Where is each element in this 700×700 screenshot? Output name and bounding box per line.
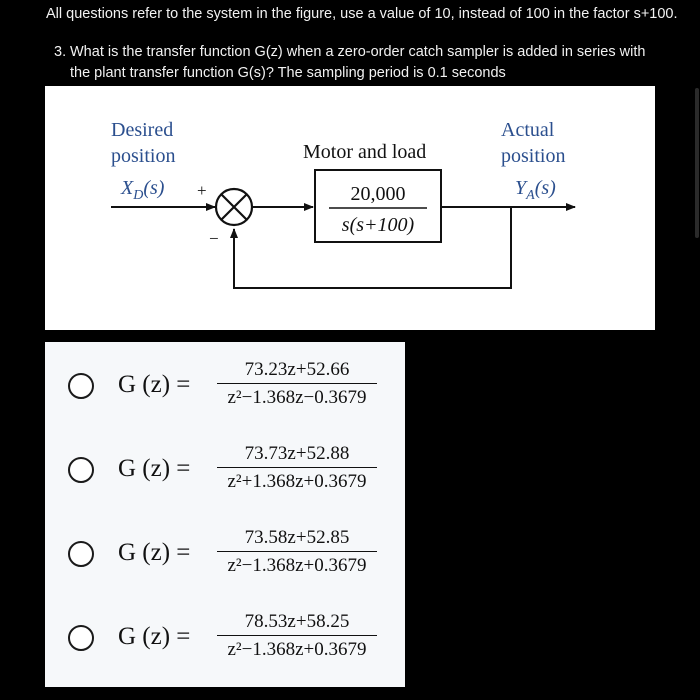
question-3 [54,42,664,84]
input-label-position: position [111,145,176,167]
option-lhs: G (z) = [118,623,191,650]
answer-option-3[interactable] [45,512,405,592]
option-denominator: z²−1.368z+0.3679 [227,555,367,577]
answer-option-1[interactable] [45,344,405,424]
output-label-actual: Actual [501,119,555,141]
block-title: Motor and load [303,141,427,163]
radio-button-2[interactable] [68,457,94,483]
option-denominator: z²−1.368z−0.3679 [227,387,367,409]
page-scrollbar[interactable] [695,88,699,238]
fraction-bar [217,635,377,636]
summing-junction [216,189,252,225]
option-numerator: 73.73z+52.88 [244,443,350,464]
output-symbol: $Y_A(s)$ [515,177,556,203]
question-text: What is the transfer function G(z) when a zero-order catch sampler is added in series with the plant transfer function G(s)? The sampling period is 0.1 seconds [70,44,646,81]
block-denominator: s(s+100) [341,214,415,236]
input-label-desired: Desired [111,119,174,141]
option-denominator: z²−1.368z+0.3679 [227,639,367,661]
option-lhs: G (z) = [118,371,191,398]
option-lhs: G (z) = [118,539,191,566]
fraction-bar [217,383,377,384]
option-denominator: z²+1.368z+0.3679 [227,471,367,493]
block-numerator: 20,000 [350,183,406,205]
option-fraction [217,526,377,578]
option-numerator: 78.53z+58.25 [244,611,350,632]
block-diagram [45,86,655,330]
option-fraction [217,358,377,410]
fraction-bar [217,467,377,468]
fraction-bar [217,551,377,552]
plus-sign: + [197,181,207,200]
block-diagram-figure [45,86,655,330]
option-lhs: G (z) = [118,455,191,482]
output-label-position: position [501,145,566,167]
minus-sign: − [209,229,219,248]
radio-button-1[interactable] [68,373,94,399]
option-fraction [217,442,377,494]
radio-button-4[interactable] [68,625,94,651]
option-fraction [217,610,377,662]
input-symbol: $X_D(s)$ [121,177,165,203]
instructions-text: All questions refer to the system in the figure, use a value of 10, instead of 100 in the factor s+100. [46,6,678,22]
radio-button-3[interactable] [68,541,94,567]
option-numerator: 73.58z+52.85 [244,527,350,548]
answer-options [45,342,405,687]
answer-option-2[interactable] [45,428,405,508]
question-number: 3. [54,44,67,60]
option-numerator: 73.23z+52.66 [244,359,350,380]
answer-option-4[interactable] [45,596,405,676]
